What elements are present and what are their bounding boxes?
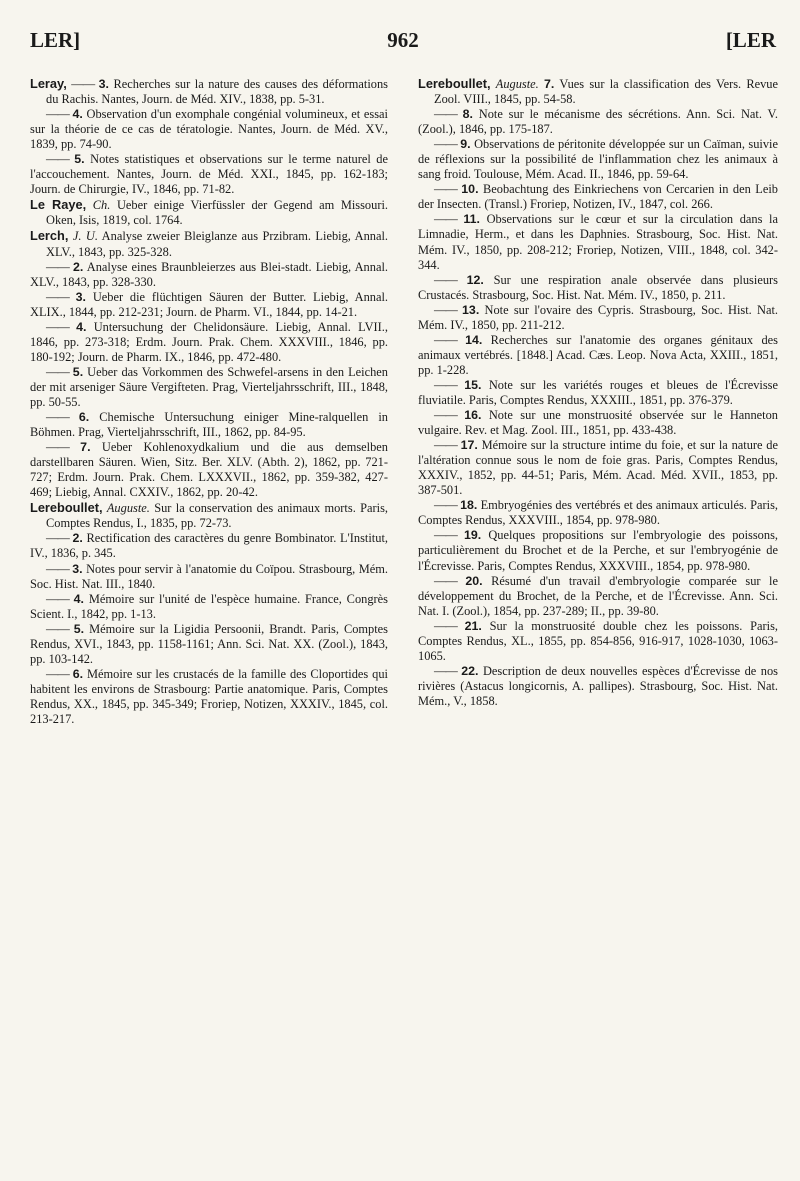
entry-author-given: Auguste. [106, 501, 150, 516]
entry-ditto-dash: —— [434, 438, 457, 453]
running-head [30, 28, 776, 54]
bibliography-entry [30, 531, 388, 561]
entry-ditto-dash: —— [434, 377, 457, 392]
entry-ditto-dash: —— [434, 272, 457, 287]
entry-number: 17. [460, 438, 478, 453]
entry-number: 3. [75, 289, 86, 304]
entry-citation: Mémoire sur l'unité de l'espèce humaine. France, Congrès Scient. I., 1842, pp. 1-13. [30, 591, 388, 621]
entry-ditto-dash: —— [46, 561, 69, 576]
bibliography-entry [418, 378, 778, 408]
entry-ditto-dash: —— [434, 212, 457, 227]
entry-number: 2. [72, 259, 84, 274]
entry-number: 4. [72, 107, 83, 122]
entry-ditto-dash: —— [434, 332, 457, 347]
bibliography-entry [30, 365, 388, 410]
entry-number: 10. [461, 182, 479, 197]
entry-number: 8. [462, 107, 473, 122]
entry-number: 15. [464, 377, 482, 392]
entry-citation: Ueber die flüchtigen Säuren der Butter. Liebig, Annal. XLIX., 1844, pp. 212-231; Journ. de Pharm. VI., 1844, pp. 14-21. [30, 289, 389, 319]
bibliography-entry [418, 212, 778, 272]
entry-citation: Vues sur la classification des Vers. Revue Zool. VIII., 1845, pp. 54-58. [434, 77, 778, 107]
bibliography-entry [418, 107, 778, 137]
bibliography-entry [418, 408, 778, 438]
entry-number: 11. [463, 212, 480, 227]
page-number: 962 [387, 28, 419, 52]
entry-number: 2. [72, 531, 83, 546]
entry-author: Le Raye, [30, 197, 87, 213]
entry-citation: Sur la conservation des animaux morts. Paris, Comptes Rendus, I., 1835, pp. 72-73. [46, 501, 388, 531]
entry-citation: Description de deux nouvelles espèces d'Écrevisse de nos rivières (Astacus longicornis, A. pallipes). Strasbourg, Soc. Hist. Nat. Mém., V., 1858. [418, 663, 778, 708]
bibliography-entry [418, 76, 778, 107]
entry-citation: Note sur une monstruosité observée sur le Hanneton vulgaire. Rev. et Mag. Zool. III., 1851, pp. 433-438. [418, 408, 779, 438]
bibliography-entry [30, 107, 388, 152]
entry-citation: Note sur le mécanisme des sécrétions. Ann. Sci. Nat. V. (Zool.), 1846, pp. 175-187. [418, 107, 778, 137]
entry-number: 18. [460, 498, 478, 513]
bibliography-entry [30, 197, 388, 228]
entry-author: Leray, [30, 76, 67, 91]
entry-number: 5. [73, 621, 85, 636]
entry-ditto-dash: —— [434, 573, 457, 588]
bibliography-entry [418, 182, 778, 212]
bibliography-entry [418, 333, 778, 378]
right-column [418, 76, 778, 709]
entry-number: 4. [76, 319, 87, 334]
entry-number: 6. [72, 666, 84, 681]
entry-ditto-dash: —— [46, 666, 69, 681]
entry-number: 6. [78, 410, 90, 425]
bibliography-entry [30, 622, 388, 667]
entry-number: 14. [465, 332, 483, 347]
entry-ditto-dash: —— [46, 621, 69, 636]
entry-number: 7. [544, 77, 555, 91]
entry-ditto-dash: —— [434, 663, 457, 678]
entry-citation: Mémoire sur la structure intime du foie, et sur la nature de l'altération connue sous le nom de foie gras. Paris, Comptes Rendus, XXXIV., 1852, pp. 44-51; Paris, Mém. Acad. Méd. XVII., 1853, pp. 387-501. [418, 438, 778, 498]
entry-citation: Ueber Kohlenoxydkalium und die aus demselben darstellbaren Säuren. Wien, Sitz. Ber. XLV. (Abth. 2), 1862, pp. 721-727; Erdm. Journ. Prak. Chem. LXXXVII., 1862, pp. 359-382, 427-469; Liebig, Annal. CXXIV., 1862, pp. 20-42. [30, 440, 388, 500]
entry-author: Lereboullet, [30, 500, 103, 516]
bibliography-entry [418, 619, 778, 664]
entry-citation: Recherches sur l'anatomie des organes génitaux des animaux vertébrés. [1848.] Acad. Cæs. Leop. Nova Acta, XXIII., 1851, pp. 1-228. [418, 332, 778, 377]
entry-number: 5. [72, 364, 84, 379]
entry-citation: Beobachtung des Einkriechens von Cercarien in den Leib der Insecten. (Transl.) Froriep, Notizen, IV., 1847, col. 266. [418, 182, 778, 212]
entry-ditto-dash: —— [434, 498, 457, 513]
bibliography-entry [418, 303, 778, 333]
entry-ditto-dash: —— [46, 289, 69, 304]
entry-citation: Rectification des caractères du genre Bombinator. L'Institut, IV., 1836, p. 345. [30, 531, 388, 561]
entry-citation: Observation d'un exomphale congénial volumineux, et essai sur la théorie de ce cas de tératologie. Nantes, Journ. de Méd. XV., 1839, pp. 74-90. [30, 107, 388, 152]
entry-ditto-dash: —— [46, 591, 69, 606]
bibliography-entry [418, 498, 778, 528]
entry-author-given: J. U. [72, 229, 98, 244]
entry-citation: Notes pour servir à l'anatomie du Coïpou. Strasbourg, Mém. Soc. Hist. Nat. III., 1840. [30, 561, 388, 591]
entry-ditto-dash: —— [434, 618, 457, 633]
entry-number: 3. [98, 77, 109, 91]
entry-author-given: Ch. [92, 198, 111, 213]
entry-citation: Ueber einige Vierfüssler der Gegend am Missouri. Oken, Isis, 1819, col. 1764. [46, 198, 388, 228]
bibliography-entry [30, 260, 388, 290]
bibliography-entry [30, 500, 388, 531]
entry-author: Lereboullet, [418, 76, 491, 91]
entry-number: 5. [74, 152, 85, 167]
entry-citation: Recherches sur la nature des causes des déformations du Rachis. Nantes, Journ. de Méd. XIV., 1838, pp. 5-31. [46, 77, 389, 107]
entry-number: 22. [461, 663, 479, 678]
entry-ditto-dash: —— [46, 152, 69, 167]
bibliography-entry [418, 273, 778, 303]
entry-ditto-dash: —— [46, 364, 69, 379]
entry-number: 20. [465, 573, 483, 588]
entry-ditto-dash: —— [434, 107, 457, 122]
entry-citation: Mémoire sur la Ligidia Persoonii, Brandt. Paris, Comptes Rendus, XVI., 1843, pp. 1158-1161; Ann. Sci. Nat. XX. (Zool.), 1843, pp. 103-142. [30, 621, 388, 666]
bibliography-entry [418, 137, 778, 182]
entry-ditto-dash: —— [434, 528, 457, 543]
entry-number: 12. [466, 272, 484, 287]
header-left: LER] [30, 28, 81, 52]
bibliography-entry [30, 290, 388, 320]
bibliography-entry [30, 667, 388, 727]
entry-ditto-dash: —— [46, 410, 69, 425]
bibliography-entry [30, 320, 388, 365]
entry-citation: Résumé d'un travail d'embryologie comparée sur le développement du Brochet, de la Perche, et de l'Écrevisse. Ann. Sci. Nat. I. (Zool.), 1854, pp. 237-289; II., pp. 39-80. [418, 573, 778, 618]
entry-number: 4. [73, 591, 84, 606]
bibliography-entry [30, 440, 388, 500]
entry-citation: Note sur les variétés rouges et bleues de l'Écrevisse fluviatile. Paris, Comptes Rendus, XXXIII., 1851, pp. 376-379. [418, 377, 778, 407]
entry-citation: Sur une respiration anale observée dans plusieurs Crustacés. Strasbourg, Soc. Hist. Nat. Mém. IV., 1850, p. 211. [418, 272, 778, 302]
entry-ditto-dash: —— [46, 259, 69, 274]
entry-citation: Sur la monstruosité double chez les poissons. Paris, Comptes Rendus, XL., 1855, pp. 854-856, 916-917, 1028-1030, 1063-1065. [418, 618, 778, 663]
entry-citation: Quelques propositions sur l'embryologie des poissons, particulièrement du Brochet et de la Perche, et sur l'embryogénie de l'Écrevisse. Paris, Comptes Rendus, XXXVIII., 1854, pp. 978-980. [418, 528, 778, 573]
entry-author-given: Auguste. [495, 77, 539, 91]
bibliography-entry [418, 438, 778, 498]
bibliography-entry [418, 574, 778, 619]
entry-ditto-dash: —— [46, 319, 69, 334]
entry-citation: Analyse zweier Bleiglanze aus Przibram. Liebig, Annal. XLV., 1843, pp. 325-328. [46, 229, 388, 259]
entry-citation: Untersuchung der Chelidonsäure. Liebig, Annal. LVII., 1846, pp. 273-318; Erdm. Journ. Prak. Chem. XXXVIII., 1846, pp. 180-192; Journ. de Pharm. IX., 1846, pp. 472-480. [30, 319, 388, 364]
entry-ditto-dash: —— [46, 531, 69, 546]
entry-ditto-dash: —— [71, 77, 95, 91]
entry-citation: Embryogénies des vertébrés et des animaux articulés. Paris, Comptes Rendus, XXXVIII., 1854, pp. 978-980. [418, 498, 779, 528]
entry-ditto-dash: —— [434, 408, 457, 423]
header-right: [LER [725, 28, 776, 52]
entry-number: 9. [460, 137, 471, 152]
bibliography-entry [418, 528, 778, 573]
bibliography-entry [30, 592, 388, 622]
entry-citation: Notes statistiques et observations sur le terme naturel de l'accouchement. Nantes, Journ. de Méd. XXI., 1845, pp. 162-183; Journ. de Chirurgie, IV., 1846, pp. 71-82. [30, 152, 388, 197]
bibliography-entry [30, 76, 388, 107]
entry-number: 16. [464, 408, 482, 423]
entry-citation: Observations sur le cœur et sur la circulation dans la Limnadie, Herm., et dans les Daphnies. Strasbourg, Soc. Hist. Nat. Mém. IV., 1850, pp. 208-212; Froriep, Notizen, VIII., 1848, col. 342-344. [418, 212, 778, 272]
entry-number: 3. [72, 561, 83, 576]
bibliography-entry [418, 664, 778, 709]
entry-number: 19. [463, 528, 482, 543]
bibliography-entry [30, 152, 388, 197]
bibliography-entry [30, 562, 388, 592]
entry-citation: Note sur l'ovaire des Cypris. Strasbourg, Soc. Hist. Nat. Mém. IV., 1850, pp. 211-212. [418, 302, 778, 332]
entry-ditto-dash: —— [434, 302, 457, 317]
entry-number: 13. [462, 302, 480, 317]
entry-ditto-dash: —— [46, 440, 69, 455]
entry-citation: Observations de péritonite développée sur un Caïman, suivie de réflexions sur la possibilité de l'inflammation chez les animaux à sang froid. Toulouse, Mém. Acad. II., 1846, pp. 59-64. [418, 137, 778, 182]
entry-citation: Ueber das Vorkommen des Schwefel-arsens in den Leichen der mit arseniger Säure Vergifteten. Prag, Vierteljahrsschrift, III., 1848, pp. 50-55. [30, 364, 388, 409]
entry-ditto-dash: —— [434, 137, 457, 152]
bibliography-entry [30, 410, 388, 440]
entry-citation: Mémoire sur les crustacés de la famille des Cloportides qui habitent les environs de Strasbourg: Partie anatomique. Paris, Comptes Rendus, XX., 1845, pp. 345-349; Froriep, Notizen, XXXIV., 1845, col. 213-217. [30, 666, 388, 726]
entry-ditto-dash: —— [434, 182, 457, 197]
entry-ditto-dash: —— [46, 107, 69, 122]
entry-citation: Chemische Untersuchung einiger Mine-ralquellen in Böhmen. Prag, Vierteljahrsschrift, III., 1862, pp. 84-95. [30, 410, 388, 440]
left-column [30, 76, 388, 727]
entry-number: 21. [464, 618, 482, 633]
bibliography-entry [30, 228, 388, 259]
entry-number: 7. [80, 440, 91, 455]
entry-author: Lerch, [30, 228, 69, 244]
entry-citation: Analyse eines Braunbleierzes aus Blei-stadt. Liebig, Annal. XLV., 1843, pp. 328-330. [30, 259, 388, 289]
